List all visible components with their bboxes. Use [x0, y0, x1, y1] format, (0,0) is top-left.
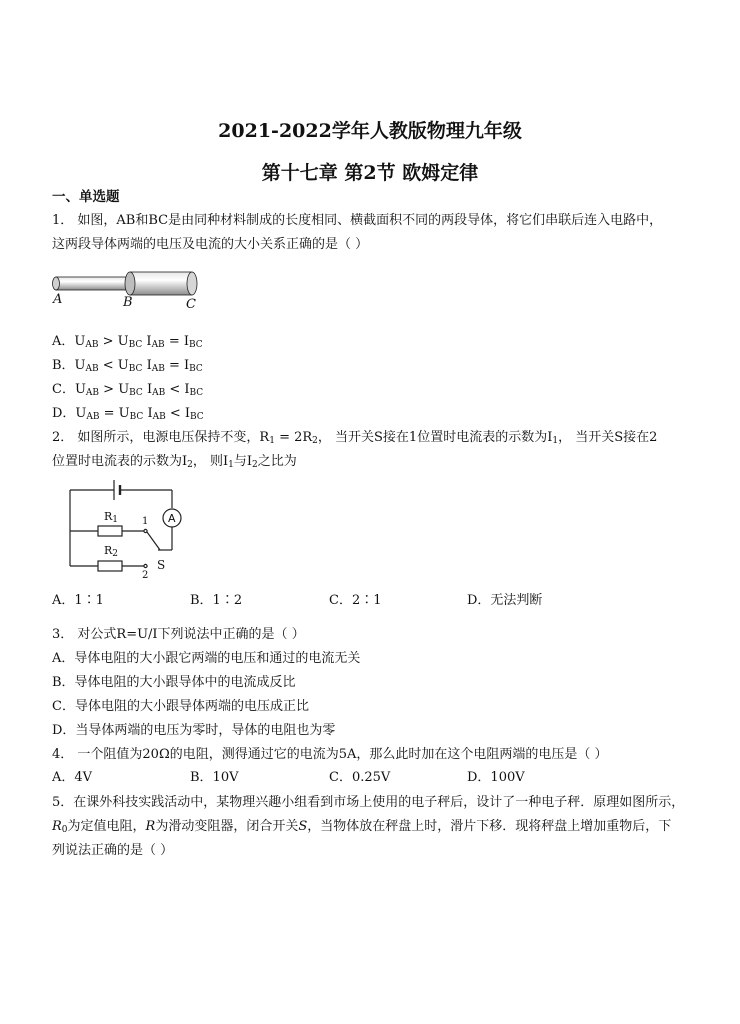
q1-option-c: C．$U_{AB} > U_{BC}$ $I_{AB} < I_{BC}$	[52, 382, 204, 398]
q3-option-b: B．导体电阻的大小跟导体中的电流成反比	[52, 675, 296, 690]
q5-stem-line1: 5．在课外科技实践活动中，某物理兴趣小组看到市场上使用的电子秤后，设计了一种电子秤．原理如图所示，	[52, 795, 685, 810]
q4-option-b: B．10V	[190, 770, 239, 785]
q5-stem-line3: 列说法正确的是（ ）	[52, 843, 174, 858]
q2-option-b: B．1∶2	[190, 593, 243, 608]
q1-option-a: A．$U_{AB} > U_{BC}$ $I_{AB} = I_{BC}$	[52, 334, 203, 350]
q1-option-b: B．$U_{AB} < U_{BC}$ $I_{AB} = I_{BC}$	[52, 358, 203, 374]
q1-stem-line2: 这两段导体两端的电压及电流的大小关系正确的是（ ）	[52, 237, 369, 252]
r1-label: $R_1$	[104, 510, 119, 525]
circuit-diagram	[64, 474, 188, 580]
label-c: C	[186, 297, 196, 312]
chapter-subtitle: 第十七章 第2节 欧姆定律	[261, 162, 479, 184]
q1-stem-line1: 1． 如图，AB和BC是由同种材料制成的长度相同、横截面积不同的两段导体，将它们串联后连入电路中，	[52, 213, 663, 228]
ammeter-icon: A	[168, 512, 176, 525]
q4-stem: 4． 一个阻值为20Ω的电阻，测得通过它的电流为5A，那么此时加在这个电阻两端的电压是（ ）	[52, 747, 608, 762]
switch-position-2: 2	[142, 570, 149, 581]
page-title: 2021-2022学年人教版物理九年级	[218, 120, 522, 142]
q4-option-a: A．4V	[52, 770, 93, 785]
q3-stem: 3． 对公式R=U/I下列说法中正确的是（ ）	[52, 627, 305, 642]
section-heading: 一、单选题	[52, 189, 120, 205]
q2-option-d: D．无法判断	[467, 593, 543, 608]
label-b: B	[123, 295, 133, 310]
q2-stem-line2: 位置时电流表的示数为$I_2$， 则$I_1$与$I_2$之比为	[52, 454, 297, 470]
q3-option-d: D．当导体两端的电压为零时，导体的电阻也为零	[52, 723, 336, 738]
q2-option-c: C．2∶1	[329, 593, 382, 608]
q3-option-c: C．导体电阻的大小跟导体两端的电压成正比	[52, 699, 309, 714]
q4-option-d: D．100V	[467, 770, 525, 785]
switch-position-1: 1	[142, 516, 149, 527]
q3-option-a: A．导体电阻的大小跟它两端的电压和通过的电流无关	[52, 651, 361, 666]
r2-label: $R_2$	[104, 544, 119, 559]
switch-label: S	[157, 558, 166, 572]
q4-option-c: C．0.25V	[329, 770, 391, 785]
q2-stem-line1: 2． 如图所示，电源电压保持不变，$R_1 = 2R_2$， 当开关S接在1位置时电流表的示数为$I_1$， 当开关S接在2	[52, 430, 658, 446]
q2-option-a: A．1∶1	[52, 593, 104, 608]
label-a: A	[53, 292, 63, 307]
q1-option-d: D．$U_{AB} = U_{BC}$ $I_{AB} < I_{BC}$	[52, 406, 204, 422]
q5-stem-line2: $R_0$为定值电阻，R为滑动变阻器，闭合开关S，当物体放在秤盘上时，滑片下移．现将秤盘上增加重物后，下	[52, 819, 672, 835]
